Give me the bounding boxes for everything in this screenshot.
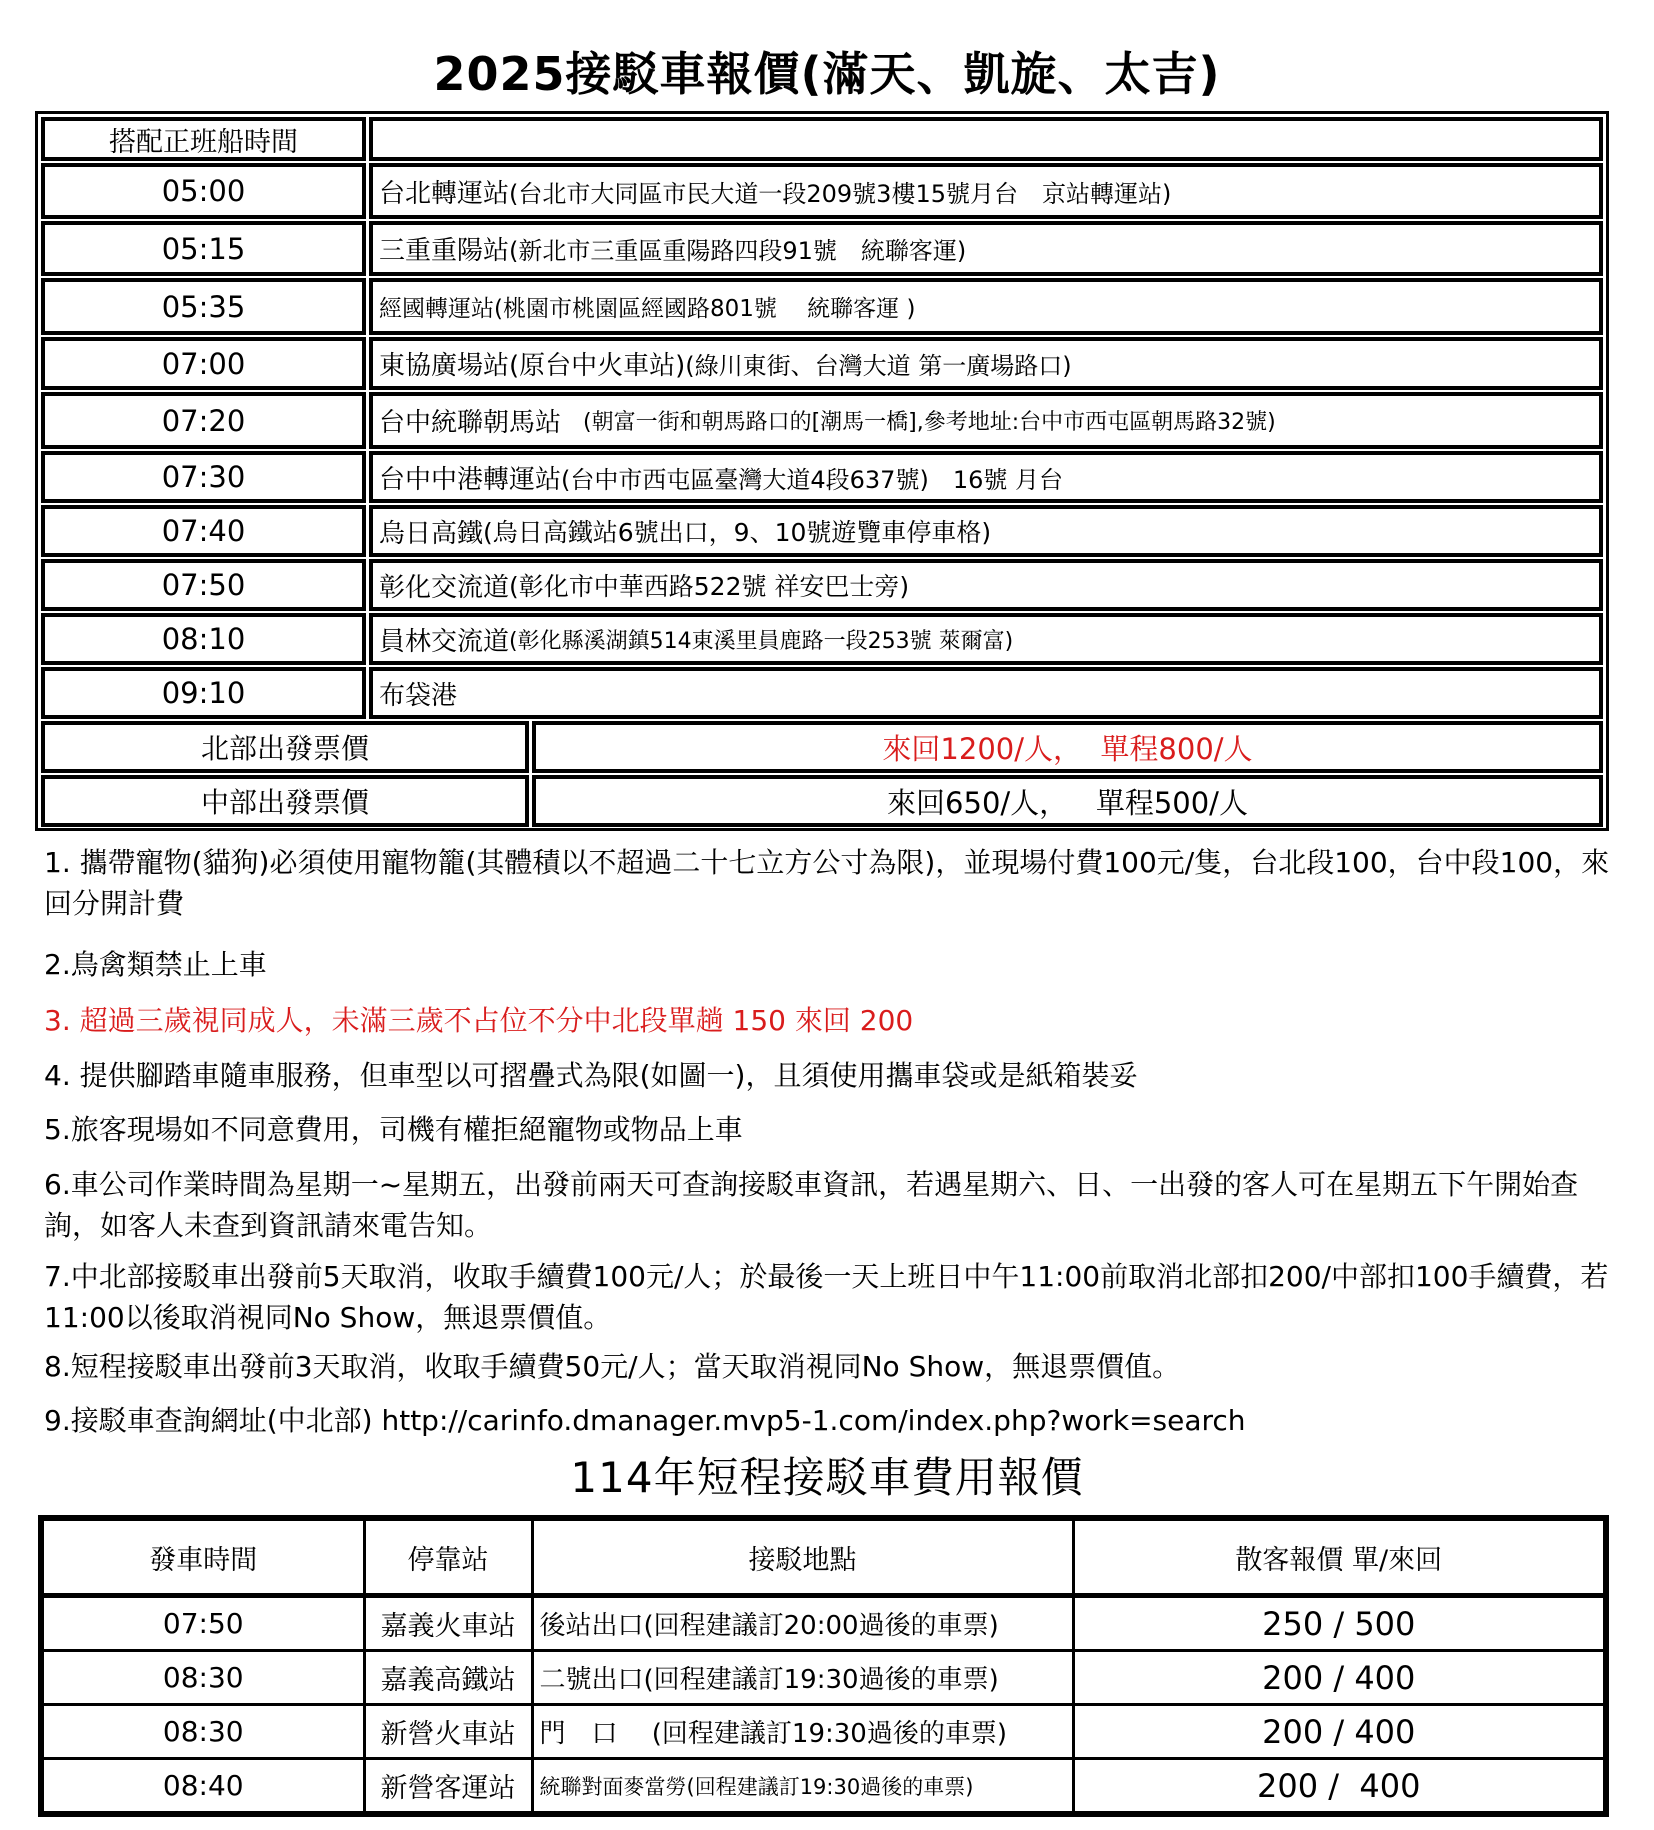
schedule-time: 09:10	[41, 667, 366, 719]
schedule-place	[369, 337, 1603, 390]
schedule-row	[41, 505, 1603, 557]
header-price: 散客報價 單/來回	[1073, 1518, 1606, 1596]
schedule-row	[41, 278, 1603, 335]
departure-time: 08:30	[41, 1651, 364, 1705]
station-detail: (桃園市桃園區經國路801號 統聯客運 )	[494, 296, 916, 322]
station-name: 彰化交流道	[379, 572, 510, 603]
schedule-time: 05:00	[41, 163, 366, 219]
short-table-row	[41, 1596, 1606, 1651]
schedule-time: 07:40	[41, 505, 366, 557]
station-name: 烏日高鐵	[379, 518, 484, 549]
short-table-row	[41, 1759, 1606, 1815]
station-name: 員林交流道	[379, 626, 510, 657]
stop-name: 新營火車站	[364, 1705, 532, 1759]
schedule-row	[41, 559, 1603, 611]
fare-value: 來回1200/人， 單程800/人	[532, 721, 1603, 773]
schedule-place	[369, 163, 1603, 219]
schedule-time: 07:30	[41, 451, 366, 503]
note-item: 4. 提供腳踏車隨車服務，但車型以可摺疊式為限(如圖一)，且須使用攜車袋或是紙箱裝妥	[44, 1059, 1138, 1092]
price: 200 / 400	[1073, 1705, 1606, 1759]
note-item: 8.短程接駁車出發前3天取消，收取手續費50元/人；當天取消視同No Show，無退票價值。	[44, 1350, 1181, 1383]
fare-label: 中部出發票價	[41, 775, 529, 827]
stop-name: 嘉義火車站	[364, 1596, 532, 1651]
fare-row-central	[41, 775, 1603, 827]
station-detail: (朝富一街和朝馬路口的[潮馬一橋],參考地址:台中市西屯區朝馬路32號)	[561, 410, 1276, 435]
header-pickup-location: 接駁地點	[532, 1518, 1073, 1596]
schedule-row	[41, 451, 1603, 503]
schedule-time: 05:35	[41, 278, 366, 335]
schedule-place	[369, 505, 1603, 557]
schedule-time: 07:00	[41, 337, 366, 390]
stop-name: 新營客運站	[364, 1759, 532, 1815]
pickup-location: 二號出口(回程建議訂19:30過後的車票)	[532, 1651, 1073, 1705]
note-item: 7.中北部接駁車出發前5天取消，收取手續費100元/人；於最後一天上班日中午11:00前取消北部扣200/中部扣100手續費，若11:00以後取消視同No Show，無退票價值。	[44, 1260, 1609, 1334]
station-detail: (新北市三重區重陽路四段91號 統聯客運)	[509, 237, 967, 265]
schedule-place	[369, 667, 1603, 719]
schedule-header-row	[41, 117, 1603, 161]
station-detail: (台北市大同區市民大道一段209號3樓15號月台 京站轉運站)	[509, 179, 1172, 208]
station-name: 布袋港	[379, 680, 458, 711]
station-detail: (彰化縣溪湖鎮514東溪里員鹿路一段253號 萊爾富)	[509, 628, 1014, 654]
schedule-row	[41, 392, 1603, 449]
price: 250 / 500	[1073, 1596, 1606, 1651]
stop-name: 嘉義高鐵站	[364, 1651, 532, 1705]
price: 200 / 400	[1073, 1651, 1606, 1705]
header-stop: 停靠站	[364, 1518, 532, 1596]
schedule-time: 08:10	[41, 613, 366, 665]
station-detail: (綠川東街、台灣大道 第一廣場路口)	[685, 352, 1072, 380]
header-departure-time: 發車時間	[41, 1518, 364, 1596]
pickup-location: 統聯對面麥當勞(回程建議訂19:30過後的車票)	[532, 1759, 1073, 1815]
station-name: 台中中港轉運站	[379, 464, 562, 495]
schedule-time: 07:20	[41, 392, 366, 449]
schedule-row	[41, 337, 1603, 390]
fare-value: 來回650/人， 單程500/人	[532, 775, 1603, 827]
departure-time: 08:40	[41, 1759, 364, 1815]
schedule-place	[369, 221, 1603, 276]
departure-time: 07:50	[41, 1596, 364, 1651]
note-item-url: 9.接駁車查詢網址(中北部) http://carinfo.dmanager.mvp5-1.com/index.php?work=search	[44, 1404, 1246, 1437]
station-name: 台北轉運站	[379, 178, 510, 209]
pickup-location: 後站出口(回程建議訂20:00過後的車票)	[532, 1596, 1073, 1651]
schedule-table	[35, 111, 1609, 831]
short-table-header-row	[41, 1518, 1606, 1596]
schedule-row	[41, 667, 1603, 719]
fare-row-north	[41, 721, 1603, 773]
station-name: 經國轉運站	[379, 296, 494, 322]
short-route-title: 114年短程接駁車費用報價	[570, 1453, 1084, 1502]
station-detail: (台中市西屯區臺灣大道4段637號) 16號 月台	[561, 465, 1063, 494]
schedule-row	[41, 163, 1603, 219]
schedule-time: 05:15	[41, 221, 366, 276]
schedule-row	[41, 221, 1603, 276]
schedule-place	[369, 613, 1603, 665]
schedule-place	[369, 392, 1603, 449]
station-name: 三重重陽站	[379, 236, 510, 266]
fare-label: 北部出發票價	[41, 721, 529, 773]
short-table-row	[41, 1705, 1606, 1759]
note-item: 5.旅客現場如不同意費用，司機有權拒絕寵物或物品上車	[44, 1113, 743, 1146]
station-name: 台中統聯朝馬站	[379, 408, 562, 438]
note-item-highlight: 3. 超過三歲視同成人，未滿三歲不占位不分中北段單趟 150 來回 200	[44, 1004, 914, 1037]
schedule-place	[369, 451, 1603, 503]
schedule-header-time: 搭配正班船時間	[41, 117, 366, 161]
schedule-place	[369, 278, 1603, 335]
price: 200 / 400	[1073, 1759, 1606, 1815]
station-name: 東協廣場站(原台中火車站)	[379, 351, 686, 381]
schedule-place	[369, 559, 1603, 611]
short-table-row	[41, 1651, 1606, 1705]
schedule-header-place	[369, 117, 1603, 161]
departure-time: 08:30	[41, 1705, 364, 1759]
note-item: 6.車公司作業時間為星期一~星期五，出發前兩天可查詢接駁車資訊，若遇星期六、日、一出發的客人可在星期五下午開始查詢，如客人未查到資訊請來電告知。	[44, 1168, 1579, 1242]
station-detail: (彰化市中華西路522號 祥安巴士旁)	[509, 572, 910, 601]
page-title: 2025接駁車報價(滿天、凱旋、太吉)	[433, 47, 1221, 101]
station-detail: (烏日高鐵站6號出口，9、10號遊覽車停車格)	[483, 518, 992, 547]
pickup-location: 門 口 (回程建議訂19:30過後的車票)	[532, 1705, 1073, 1759]
schedule-time: 07:50	[41, 559, 366, 611]
schedule-row	[41, 613, 1603, 665]
short-route-table	[38, 1515, 1609, 1817]
note-item: 1. 攜帶寵物(貓狗)必須使用寵物籠(其體積以不超過二十七立方公寸為限)，並現場付費100元/隻，台北段100，台中段100，來回分開計費	[44, 846, 1610, 920]
note-item: 2.鳥禽類禁止上車	[44, 948, 267, 981]
